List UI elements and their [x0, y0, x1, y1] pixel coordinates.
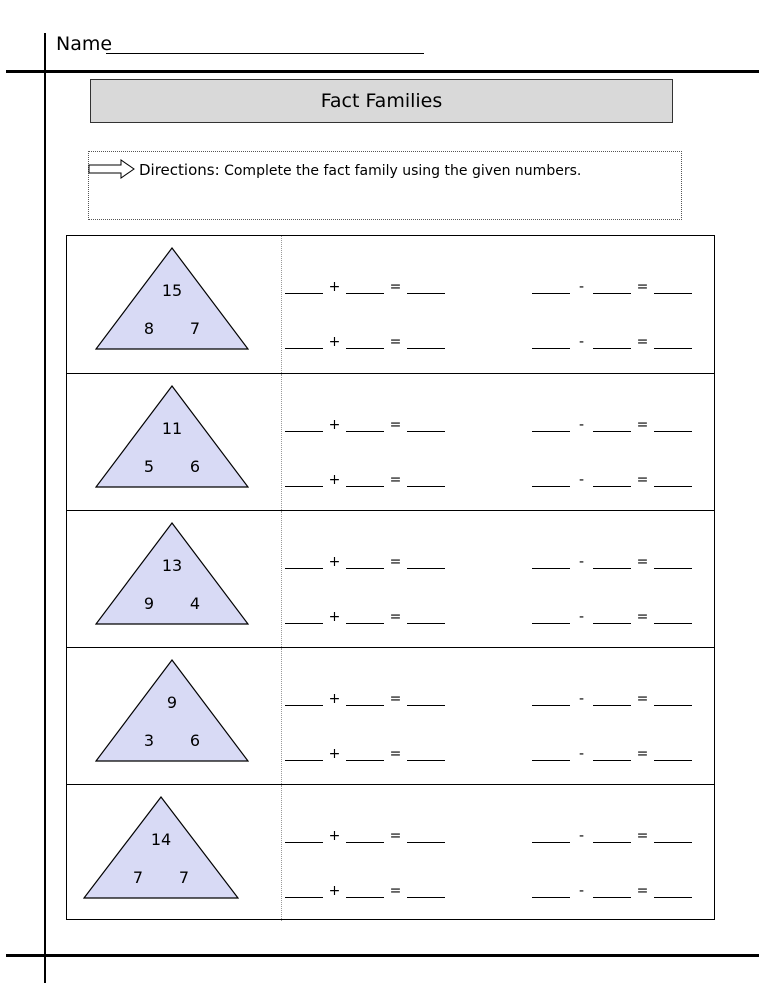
- answer-blank[interactable]: [532, 281, 570, 294]
- page-title: Fact Families: [90, 79, 673, 123]
- equals-sign: =: [636, 472, 649, 488]
- answer-blank[interactable]: [593, 336, 631, 349]
- triangle-right-number: 7: [178, 868, 190, 887]
- column-divider: [281, 236, 282, 373]
- triangle-top-number: 11: [161, 419, 183, 438]
- equals-sign: =: [389, 609, 402, 625]
- answer-blank[interactable]: [407, 281, 445, 294]
- answer-blank[interactable]: [593, 748, 631, 761]
- footer-rule: [6, 954, 759, 957]
- answer-blank[interactable]: [346, 336, 384, 349]
- addition-equation: [285, 610, 445, 624]
- triangle-left-number: 7: [132, 868, 144, 887]
- plus-sign: +: [328, 334, 341, 350]
- answer-blank[interactable]: [593, 281, 631, 294]
- problem-row: [67, 236, 714, 373]
- subtraction-equation: [532, 692, 692, 706]
- equals-sign: =: [389, 554, 402, 570]
- answer-blank[interactable]: [654, 474, 692, 487]
- triangle-left-number: 3: [143, 731, 155, 750]
- column-divider: [281, 511, 282, 647]
- arrow-right-icon: [88, 158, 136, 180]
- minus-sign: -: [578, 883, 585, 899]
- minus-sign: -: [578, 417, 585, 433]
- answer-blank[interactable]: [285, 611, 323, 624]
- equals-sign: =: [636, 883, 649, 899]
- minus-sign: -: [578, 691, 585, 707]
- plus-sign: +: [328, 609, 341, 625]
- minus-sign: -: [578, 554, 585, 570]
- answer-blank[interactable]: [285, 885, 323, 898]
- minus-sign: -: [578, 609, 585, 625]
- triangle-top-number: 15: [161, 281, 183, 300]
- answer-blank[interactable]: [407, 419, 445, 432]
- equals-sign: =: [636, 334, 649, 350]
- answer-blank[interactable]: [654, 693, 692, 706]
- minus-sign: -: [578, 828, 585, 844]
- answer-blank[interactable]: [532, 748, 570, 761]
- directions-body: Complete the fact family using the given numbers.: [224, 163, 582, 179]
- answer-blank[interactable]: [407, 830, 445, 843]
- answer-blank[interactable]: [346, 748, 384, 761]
- addition-equation: [285, 692, 445, 706]
- fact-family-grid: [66, 235, 715, 920]
- equals-sign: =: [389, 279, 402, 295]
- answer-blank[interactable]: [346, 611, 384, 624]
- answer-blank[interactable]: [285, 556, 323, 569]
- answer-blank[interactable]: [654, 611, 692, 624]
- triangle-left-number: 9: [143, 594, 155, 613]
- margin-line: [44, 33, 46, 983]
- answer-blank[interactable]: [407, 885, 445, 898]
- answer-blank[interactable]: [346, 474, 384, 487]
- answer-blank[interactable]: [407, 748, 445, 761]
- answer-blank[interactable]: [654, 336, 692, 349]
- answer-blank[interactable]: [532, 474, 570, 487]
- equals-sign: =: [636, 746, 649, 762]
- answer-blank[interactable]: [593, 474, 631, 487]
- minus-sign: -: [578, 472, 585, 488]
- answer-blank[interactable]: [346, 693, 384, 706]
- answer-blank[interactable]: [532, 611, 570, 624]
- addition-equation: [285, 418, 445, 432]
- answer-blank[interactable]: [532, 419, 570, 432]
- problem-row: [67, 510, 714, 647]
- subtraction-equation: [532, 829, 692, 843]
- equals-sign: =: [389, 883, 402, 899]
- triangle-right-number: 7: [189, 319, 201, 338]
- addition-equation: [285, 555, 445, 569]
- answer-blank[interactable]: [654, 419, 692, 432]
- triangle-right-number: 6: [189, 731, 201, 750]
- plus-sign: +: [328, 417, 341, 433]
- equals-sign: =: [389, 472, 402, 488]
- answer-blank[interactable]: [285, 693, 323, 706]
- equals-sign: =: [389, 334, 402, 350]
- equals-sign: =: [636, 691, 649, 707]
- answer-blank[interactable]: [285, 336, 323, 349]
- minus-sign: -: [578, 279, 585, 295]
- addition-equation: [285, 280, 445, 294]
- equals-sign: =: [636, 609, 649, 625]
- answer-blank[interactable]: [285, 474, 323, 487]
- equals-sign: =: [389, 417, 402, 433]
- problem-row: [67, 373, 714, 510]
- answer-blank[interactable]: [532, 830, 570, 843]
- equals-sign: =: [389, 746, 402, 762]
- triangle-right-number: 4: [189, 594, 201, 613]
- plus-sign: +: [328, 828, 341, 844]
- directions-text: [139, 161, 581, 179]
- answer-blank[interactable]: [593, 830, 631, 843]
- subtraction-equation: [532, 280, 692, 294]
- subtraction-equation: [532, 747, 692, 761]
- answer-blank[interactable]: [346, 281, 384, 294]
- answer-blank[interactable]: [407, 556, 445, 569]
- answer-blank[interactable]: [593, 556, 631, 569]
- answer-blank[interactable]: [346, 419, 384, 432]
- column-divider: [281, 374, 282, 510]
- column-divider: [281, 648, 282, 784]
- answer-blank[interactable]: [407, 611, 445, 624]
- plus-sign: +: [328, 883, 341, 899]
- minus-sign: -: [578, 746, 585, 762]
- directions-label: Directions:: [139, 161, 220, 179]
- answer-blank[interactable]: [285, 748, 323, 761]
- triangle-right-number: 6: [189, 457, 201, 476]
- plus-sign: +: [328, 472, 341, 488]
- answer-blank[interactable]: [593, 611, 631, 624]
- subtraction-equation: [532, 418, 692, 432]
- name-field-line[interactable]: [106, 53, 424, 54]
- addition-equation: [285, 335, 445, 349]
- plus-sign: +: [328, 554, 341, 570]
- subtraction-equation: [532, 555, 692, 569]
- equals-sign: =: [636, 828, 649, 844]
- answer-blank[interactable]: [407, 336, 445, 349]
- problem-row: [67, 784, 714, 921]
- answer-blank[interactable]: [593, 885, 631, 898]
- addition-equation: [285, 829, 445, 843]
- plus-sign: +: [328, 691, 341, 707]
- answer-blank[interactable]: [593, 693, 631, 706]
- answer-blank[interactable]: [654, 748, 692, 761]
- subtraction-equation: [532, 335, 692, 349]
- triangle-left-number: 8: [143, 319, 155, 338]
- subtraction-equation: [532, 473, 692, 487]
- answer-blank[interactable]: [654, 556, 692, 569]
- answer-blank[interactable]: [654, 281, 692, 294]
- answer-blank[interactable]: [407, 693, 445, 706]
- subtraction-equation: [532, 884, 692, 898]
- answer-blank[interactable]: [407, 474, 445, 487]
- addition-equation: [285, 884, 445, 898]
- answer-blank[interactable]: [654, 830, 692, 843]
- plus-sign: +: [328, 746, 341, 762]
- answer-blank[interactable]: [346, 885, 384, 898]
- equals-sign: =: [636, 279, 649, 295]
- name-label: Name: [56, 33, 113, 55]
- answer-blank[interactable]: [532, 885, 570, 898]
- triangle-top-number: 9: [166, 693, 178, 712]
- triangle-left-number: 5: [143, 457, 155, 476]
- answer-blank[interactable]: [532, 556, 570, 569]
- equals-sign: =: [636, 417, 649, 433]
- column-divider: [281, 785, 282, 921]
- triangle-top-number: 14: [150, 830, 172, 849]
- triangle-top-number: 13: [161, 556, 183, 575]
- plus-sign: +: [328, 279, 341, 295]
- answer-blank[interactable]: [532, 336, 570, 349]
- addition-equation: [285, 473, 445, 487]
- answer-blank[interactable]: [285, 281, 323, 294]
- answer-blank[interactable]: [346, 556, 384, 569]
- answer-blank[interactable]: [654, 885, 692, 898]
- equals-sign: =: [389, 691, 402, 707]
- answer-blank[interactable]: [346, 830, 384, 843]
- answer-blank[interactable]: [285, 419, 323, 432]
- subtraction-equation: [532, 610, 692, 624]
- addition-equation: [285, 747, 445, 761]
- problem-row: [67, 647, 714, 784]
- header-rule: [6, 70, 759, 73]
- answer-blank[interactable]: [285, 830, 323, 843]
- answer-blank[interactable]: [532, 693, 570, 706]
- minus-sign: -: [578, 334, 585, 350]
- equals-sign: =: [389, 828, 402, 844]
- equals-sign: =: [636, 554, 649, 570]
- answer-blank[interactable]: [593, 419, 631, 432]
